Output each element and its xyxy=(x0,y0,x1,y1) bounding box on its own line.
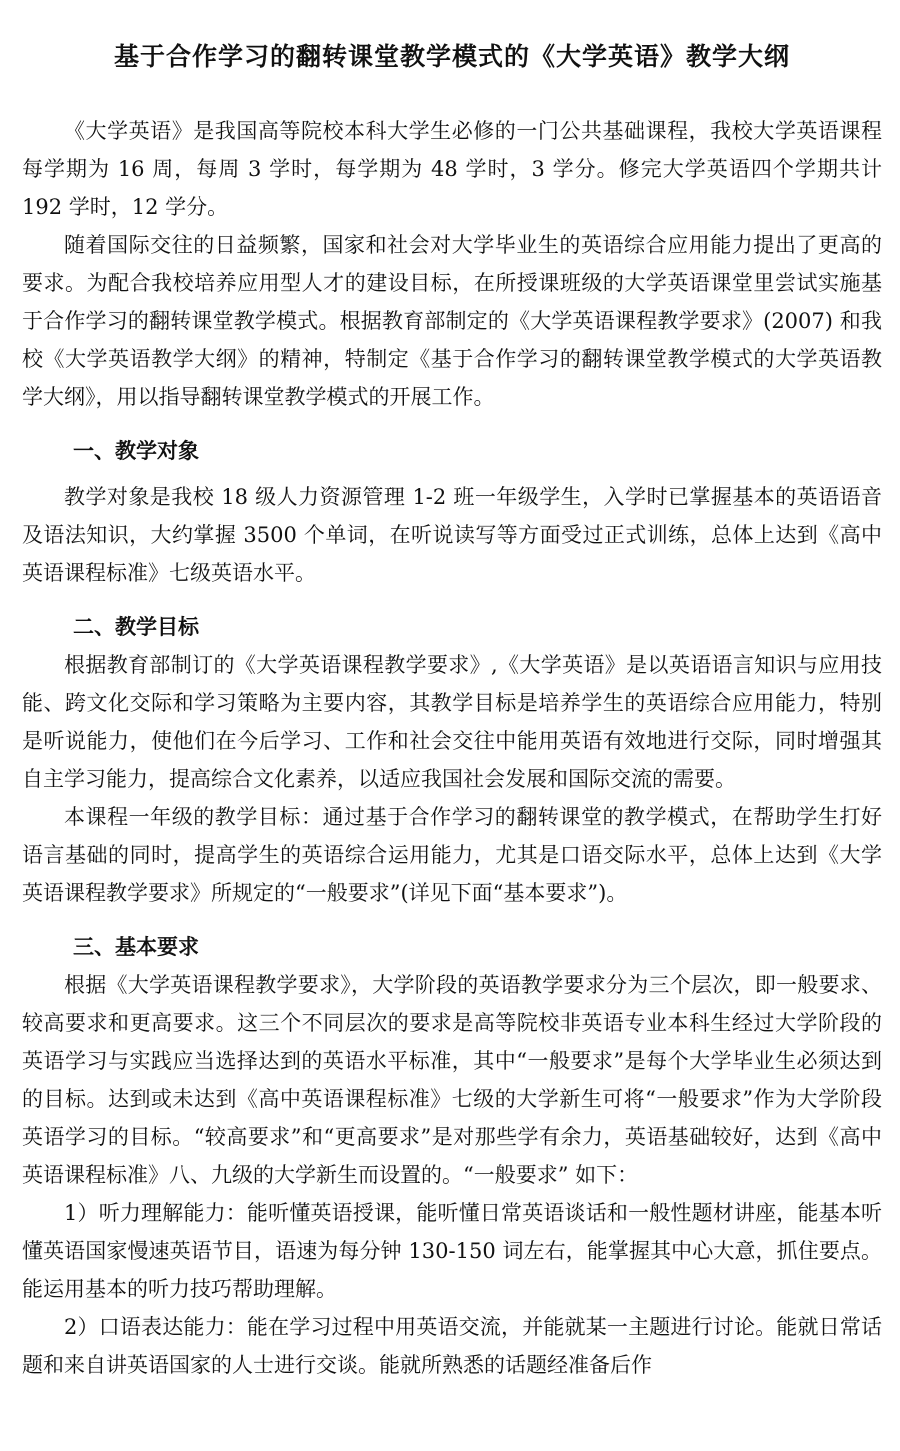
section3-paragraph-2: 1）听力理解能力：能听懂英语授课，能听懂日常英语谈话和一般性题材讲座，能基本听懂英语国家慢速英语节目，语速为每分钟 130-150 词左右，能掌握其中心大意，抓住要点。能运用基本的听力技巧帮助理解。 xyxy=(22,1201,882,1301)
section-heading-basic-requirements: 三、基本要求 xyxy=(73,934,199,959)
intro-paragraph-1: 《大学英语》是我国高等院校本科大学生必修的一门公共基础课程，我校大学英语课程每学期为 16 周，每周 3 学时，每学期为 48 学时，3 学分。修完大学英语四个学期共计 192 学时，12 学分。 xyxy=(22,119,882,219)
document-title: 基于合作学习的翻转课堂教学模式的《大学英语》教学大纲 xyxy=(113,42,790,71)
section3-paragraph-3: 2）口语表达能力：能在学习过程中用英语交流，并能就某一主题进行讨论。能就日常话题和来自讲英语国家的人士进行交谈。能就所熟悉的话题经准备后作 xyxy=(22,1315,882,1377)
intro-paragraph-2: 随着国际交往的日益频繁，国家和社会对大学毕业生的英语综合应用能力提出了更高的要求。为配合我校培养应用型人才的建设目标，在所授课班级的大学英语课堂里尝试实施基于合作学习的翻转课堂教学模式。根据教育部制定的《大学英语课程教学要求》(2007) 和我校《大学英语教学大纲》的精神，特制定《基于合作学习的翻转课堂教学模式的大学英语教学大纲》，用以指导翻转课堂教学模式的开展工作。 xyxy=(22,233,882,409)
section2-paragraph-1: 根据教育部制订的《大学英语课程教学要求》,《大学英语》是以英语语言知识与应用技能、跨文化交际和学习策略为主要内容，其教学目标是培养学生的英语综合应用能力，特别是听说能力，使他们在今后学习、工作和社会交往中能用英语有效地进行交际，同时增强其自主学习能力，提高综合文化素养，以适应我国社会发展和国际交流的需要。 xyxy=(22,653,882,791)
section1-paragraph-1: 教学对象是我校 18 级人力资源管理 1-2 班一年级学生，入学时已掌握基本的英语语音及语法知识，大约掌握 3500 个单词，在听说读写等方面受过正式训练，总体上达到《高中英语课程标准》七级英语水平。 xyxy=(22,485,882,585)
section-heading-teaching-goals: 二、教学目标 xyxy=(73,614,199,639)
section3-paragraph-1: 根据《大学英语课程教学要求》，大学阶段的英语教学要求分为三个层次，即一般要求、较高要求和更高要求。这三个不同层次的要求是高等院校非英语专业本科生经过大学阶段的英语学习与实践应当选择达到的英语水平标准，其中“一般要求”是每个大学毕业生必须达到的目标。达到或未达到《高中英语课程标准》七级的大学新生可将“一般要求”作为大学阶段英语学习的目标。“较高要求”和“更高要求”是对那些学有余力，英语基础较好，达到《高中英语课程标准》八、九级的大学新生而设置的。“一般要求” 如下： xyxy=(22,973,882,1187)
section-heading-teaching-objects: 一、教学对象 xyxy=(73,438,199,463)
section2-paragraph-2: 本课程一年级的教学目标：通过基于合作学习的翻转课堂的教学模式，在帮助学生打好语言基础的同时，提高学生的英语综合运用能力，尤其是口语交际水平，总体上达到《大学英语课程教学要求》所规定的“一般要求”(详见下面“基本要求”)。 xyxy=(22,805,882,905)
